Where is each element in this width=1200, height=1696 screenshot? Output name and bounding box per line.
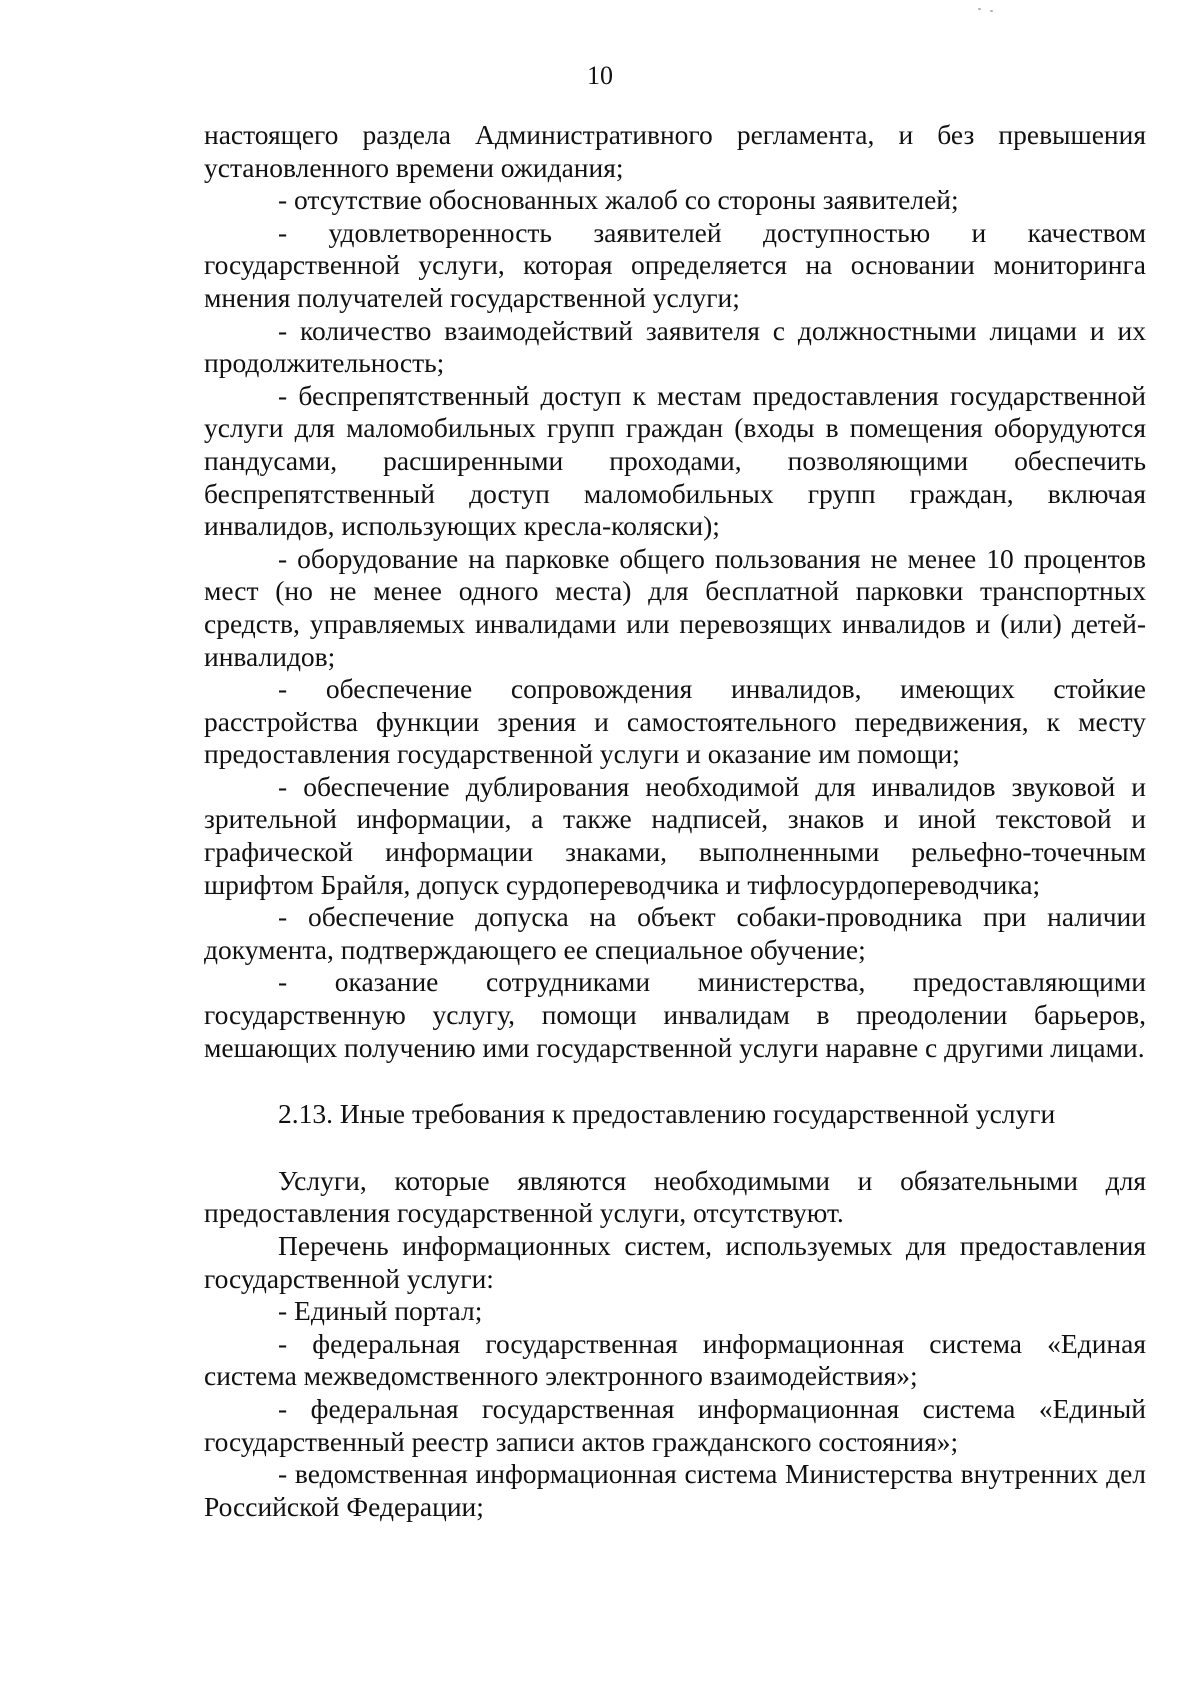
scan-speck (990, 10, 993, 12)
list-item: - обеспечение дублирования необходимой для инвалидов звуковой и зрительной информации, а также надписей, знаков и иной текстовой и графической информации знаками, выполненными рельефно-точечным шрифтом Брайля, допуск сурдопереводчика и тифлосурдопереводчика; (204, 770, 1146, 900)
list-item: - федеральная государственная информационная система «Единый государственный реестр записи актов гражданского состояния»; (204, 1392, 1146, 1457)
list-item: - оборудование на парковке общего пользования не менее 10 процентов мест (но не менее одного места) для бесплатной парковки транспортных средств, управляемых инвалидами или перевозящих инвалидов и (или) детей-инвалидов; (204, 542, 1146, 672)
list-item: - федеральная государственная информационная система «Единая система межведомственного электронного взаимодействия»; (204, 1327, 1146, 1392)
list-item: - ведомственная информационная система Министерства внутренних дел Российской Федерации; (204, 1458, 1146, 1522)
list-item: - удовлетворенность заявителей доступностью и качеством государственной услуги, которая определяется на основании мониторинга мнения получателей государственной услуги; (204, 216, 1146, 313)
list-item: - беспрепятственный доступ к местам предоставления государственной услуги для маломобильных групп граждан (входы в помещения оборудуются пандусами, расширенными проходами, позволяющими обеспечить беспрепятственный доступ маломобильных групп граждан, включая инвалидов, использующих кресла-коляски); (204, 379, 1146, 542)
scan-speck (978, 8, 981, 10)
section-paragraph: Перечень информационных систем, используемых для предоставления государственной услуги: (204, 1230, 1146, 1294)
list-item: - отсутствие обоснованных жалоб со стороны заявителей; (278, 184, 959, 216)
section-paragraph: Услуги, которые являются необходимыми и обязательными для предоставления государственной услуги, отсутствуют. (204, 1164, 1146, 1229)
list-item: - количество взаимодействий заявителя с должностными лицами и их продолжительность; (204, 314, 1146, 379)
list-item: - обеспечение допуска на объект собаки-проводника при наличии документа, подтверждающего ее специальное обучение; (204, 901, 1146, 965)
list-item: - оказание сотрудниками министерства, предоставляющими государственную услугу, помощи инвалидам в преодолении барьеров, мешающих получению ими государственной услуги наравне с другими лицами. (204, 966, 1146, 1063)
section-heading: 2.13. Иные требования к предоставлению государственной услуги (278, 1098, 1056, 1130)
document-body (204, 119, 1146, 1523)
page-number: 10 (587, 61, 613, 90)
paragraph-continuation: настоящего раздела Административного регламента, и без превышения установленного времени ожидания; (204, 119, 1146, 183)
list-item: - обеспечение сопровождения инвалидов, имеющих стойкие расстройства функции зрения и самостоятельного передвижения, к месту предоставления государственной услуги и оказание им помощи; (204, 673, 1146, 770)
list-item: - Единый портал; (278, 1295, 483, 1327)
